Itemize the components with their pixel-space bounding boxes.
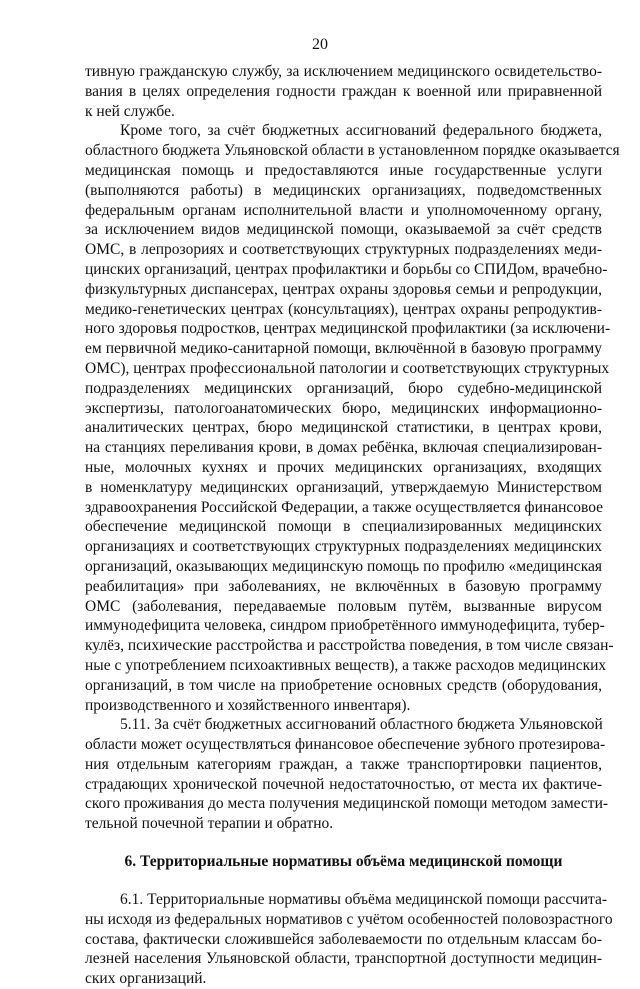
text-line: за исключением видов медицинской помощи, оказываемой за счёт средств: [85, 221, 602, 239]
text-line: физкультурных диспансерах, центрах охраны здоровья семьи и репродукции,: [85, 280, 602, 298]
paragraph-5-11: [85, 715, 609, 834]
text-line: организаций, оказывающих медицинскую помощь по профилю «медицинская: [85, 557, 602, 575]
text-line: состава, фактически сложившейся заболеваемости по отдельным классам бо-: [85, 930, 602, 948]
section-heading: 6. Территориальные нормативы объёма медицинской помощи: [124, 853, 563, 871]
text-line: лезней населения Ульяновской области, транспортной доступности медицин-: [85, 950, 602, 968]
text-line: тивную гражданскую службу, за исключением медицинского освидетельство-: [85, 63, 602, 80]
text-line: на станциях переливания крови, в домах ребёнка, включая специализирован-: [85, 439, 602, 457]
text-line: кулёз, психические расстройства и расстройства поведения, в том числе связан-: [85, 637, 614, 655]
text-line: Кроме того, за счёт бюджетных ассигнований федерального бюджета,: [120, 122, 602, 140]
text-line: в номенклатуру медицинских организаций, утверждаемую Министерством: [85, 478, 602, 496]
text-line: иммунодефицита человека, синдром приобретённого иммунодефицита, тубер-: [85, 617, 605, 635]
text-line: реабилитация» при заболеваниях, не включённых в базовую программу: [85, 577, 602, 595]
text-line: 6.1. Территориальные нормативы объёма медицинской помощи рассчита-: [120, 891, 608, 909]
text-line: здравоохранения Российской Федерации, а также осуществляется финансовое: [85, 498, 604, 516]
text-line: областного бюджета Ульяновской области в установленном порядке оказывается: [85, 142, 620, 160]
text-line: ные, молочных кухнях и прочих медицинских организациях, входящих: [85, 458, 602, 476]
text-line: экспертизы, патологоанатомических бюро, медицинских информационно-: [85, 399, 602, 417]
text-line: вания в целях определения годности граждан к военной или приравненной: [85, 82, 602, 100]
text-line: ны исходя из федеральных нормативов с учётом особенностей половозрастного: [85, 910, 613, 928]
text-line: организациях и соответствующих структурных подразделениях медицинских: [85, 538, 602, 556]
text-line: федеральным органам исполнительной власти и уполномоченному органу,: [85, 201, 602, 219]
text-line: медико-генетических центрах (консультациях), центрах охраны репродуктив-: [85, 300, 602, 318]
document-body: [85, 62, 620, 989]
text-line: медицинская помощь и предоставляются иные государственные услуги: [85, 161, 602, 179]
text-line: ОМС), центрах профессиональной патологии и соответствующих структурных: [85, 359, 610, 377]
text-line: страдающих хронической почечной недостаточностью, от места их фактиче-: [85, 775, 602, 793]
text-line: ные с употреблением психоактивных веществ), а также расходов медицинских: [85, 656, 607, 674]
page-number: 20: [312, 36, 328, 53]
text-line: обеспечение медицинской помощи в специализированных медицинских: [85, 518, 602, 536]
text-line: аналитических центрах, бюро медицинской статистики, в центрах крови,: [85, 419, 602, 437]
text-line: 5.11. За счёт бюджетных ассигнований областного бюджета Ульяновской: [120, 716, 603, 734]
text-line: (выполняются работы) в медицинских организациях, подведомственных: [85, 181, 602, 199]
text-line: тельной почечной терапии и обратно.: [85, 815, 334, 833]
text-line: организаций, в том числе на приобретение основных средств (оборудования,: [85, 676, 602, 694]
text-line: области может осуществляться финансовое обеспечение зубного протезирова-: [85, 736, 606, 754]
text-line: ем первичной медико-санитарной помощи, включённой в базовую программу: [85, 340, 602, 358]
text-line: ОМС (заболевания, передаваемые половым путём, вызванные вирусом: [85, 597, 602, 615]
text-line: к ней службе.: [85, 102, 175, 120]
text-line: подразделениях медицинских организаций, бюро судебно-медицинской: [85, 379, 602, 397]
text-line: ОМС, в лепрозориях и соответствующих структурных подразделениях меди-: [85, 241, 602, 259]
text-line: ского проживания до места получения медицинской помощи методом замести-: [85, 795, 609, 813]
text-line: ного здоровья подростков, центрах медицинской профилактики (за исключени-: [85, 320, 611, 338]
paragraph-intro: [85, 62, 602, 121]
text-line: ских организаций.: [85, 970, 207, 988]
text-line: цинских организаций, центрах профилактики и борьбы со СПИДом, врачебно-: [85, 260, 608, 278]
paragraph-main: [85, 121, 620, 715]
text-line: производственного и хозяйственного инвентаря).: [85, 696, 411, 714]
text-line: ния отдельным категориям граждан, а также транспортировки пациентов,: [85, 755, 602, 773]
